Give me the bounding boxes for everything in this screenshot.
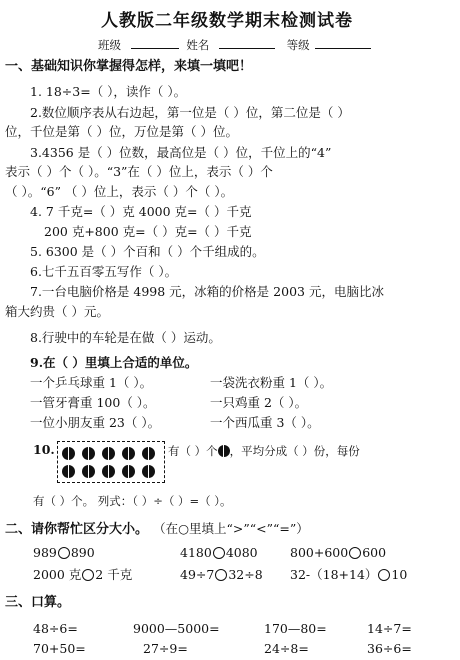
- class-blank[interactable]: [131, 37, 179, 49]
- dot-icon: [142, 465, 155, 478]
- q9-row3-left: 一位小朋友重 23（ ）。: [30, 415, 161, 430]
- compare-item: 800+600 600: [290, 545, 387, 560]
- q9-row1-right: 一袋洗衣粉重 1（ ）。: [210, 375, 333, 390]
- dot-icon: [102, 465, 115, 478]
- question-9-heading: 9.在（ ）里填上合适的单位。: [30, 355, 198, 370]
- grade-blank[interactable]: [315, 37, 371, 49]
- dot-icon: [122, 465, 135, 478]
- section3-heading: 三、口算。: [5, 595, 71, 610]
- question-10-line1: [168, 445, 360, 458]
- name-label: 姓名: [186, 38, 210, 52]
- section1-heading: 一、基础知识你掌握得怎样，来填一填吧！: [5, 59, 253, 74]
- q9-row1-left: 一个乒乓球重 1（ ）。: [30, 375, 153, 390]
- compare-circle-blank[interactable]: [215, 569, 227, 581]
- oral-calc-item: 9000—5000=: [133, 621, 220, 636]
- oral-calc-item: 14÷7=: [367, 621, 412, 636]
- oral-calc-item: 27÷9=: [143, 641, 188, 656]
- question-6: 6.七千五百零五写作（ ）。: [30, 264, 178, 279]
- compare-item: 32-（18+14） 10: [290, 567, 408, 582]
- compare-circle-blank[interactable]: [82, 569, 94, 581]
- question-1: 1. 18÷3=（ ），读作（ ）。: [30, 84, 187, 99]
- oral-calc-item: 170—80=: [264, 621, 327, 636]
- class-label: 班级: [98, 38, 121, 52]
- question-3-line3: （ ）。“6” （ ）位上，表示（ ）个（ ）。: [5, 184, 234, 199]
- question-2-line1: 2.数位顺序表从右边起，第一位是（ ）位，第二位是（ ）: [30, 105, 350, 120]
- dot-icon: [142, 447, 155, 460]
- q9-row2-left: 一管牙膏重 100（ ）。: [30, 395, 156, 410]
- compare-circle-blank[interactable]: [213, 547, 225, 559]
- oral-calc-item: 48÷6=: [33, 621, 78, 636]
- compare-circle-blank[interactable]: [378, 569, 390, 581]
- compare-circle-blank[interactable]: [349, 547, 361, 559]
- question-10-line2: 有（ ）个。 列式：（ ）÷（ ）=（ ）。: [33, 494, 232, 508]
- exam-title: 人教版二年级数学期末检测试卷: [101, 11, 353, 31]
- q9-row2-right: 一只鸡重 2（ ）。: [210, 395, 308, 410]
- q10-text-a: 有（ ）个: [168, 444, 218, 458]
- grade-label: 等级: [286, 38, 310, 52]
- q9-row3-right: 一个西瓜重 3（ ）。: [210, 415, 320, 430]
- oral-calc-item: 24÷8=: [264, 641, 309, 656]
- dot-icon: [62, 465, 75, 478]
- question-4-line2: 200 克+800 克=（ ）克=（ ）千克: [44, 224, 252, 239]
- question-2-line2: 位，千位是第（ ）位，万位是第（ ）位。: [5, 124, 238, 139]
- dot-icon: [218, 445, 230, 457]
- dot-icon: [82, 465, 95, 478]
- compare-circle-blank[interactable]: [58, 547, 70, 559]
- dot-group-box: [57, 441, 165, 483]
- name-blank[interactable]: [219, 37, 275, 49]
- section2-note: （在○里填上“>”“<”“=”）: [153, 521, 309, 536]
- question-5: 5. 6300 是（ ）个百和（ ）个千组成的。: [30, 244, 265, 259]
- question-10-number: 10.: [33, 442, 55, 457]
- question-3-line2: 表示（ ）个（ ）。“3”在（ ）位上，表示（ ）个: [5, 164, 273, 179]
- question-7-line2: 箱大约贵（ ）元。: [5, 304, 109, 319]
- compare-item: 4180 4080: [180, 545, 258, 560]
- section2-heading-row: [5, 520, 309, 536]
- q10-text-b: ，平均分成（ ）份，每份: [229, 444, 360, 458]
- question-4-line1: 4. 7 千克=（ ）克 4000 克=（ ）千克: [30, 204, 252, 219]
- compare-item: 989 890: [33, 545, 95, 560]
- dot-icon: [122, 447, 135, 460]
- dot-icon: [102, 447, 115, 460]
- dot-icon: [82, 447, 95, 460]
- dot-icon: [62, 447, 75, 460]
- compare-item: 49÷7 32÷8: [180, 567, 263, 582]
- student-info-row: [98, 37, 371, 52]
- question-7-line1: 7.一台电脑价格是 4998 元，冰箱的价格是 2003 元，电脑比冰: [30, 284, 384, 299]
- section2-heading: 二、请你帮忙区分大小。: [5, 522, 149, 537]
- question-8: 8.行驶中的车轮是在做（ ）运动。: [30, 330, 221, 345]
- oral-calc-item: 70+50=: [33, 641, 86, 656]
- question-3-line1: 3.4356 是（ ）位数，最高位是（ ）位，千位上的“4”: [30, 145, 332, 160]
- oral-calc-item: 36÷6=: [367, 641, 412, 656]
- compare-item: 2000 克 2 千克: [33, 567, 133, 582]
